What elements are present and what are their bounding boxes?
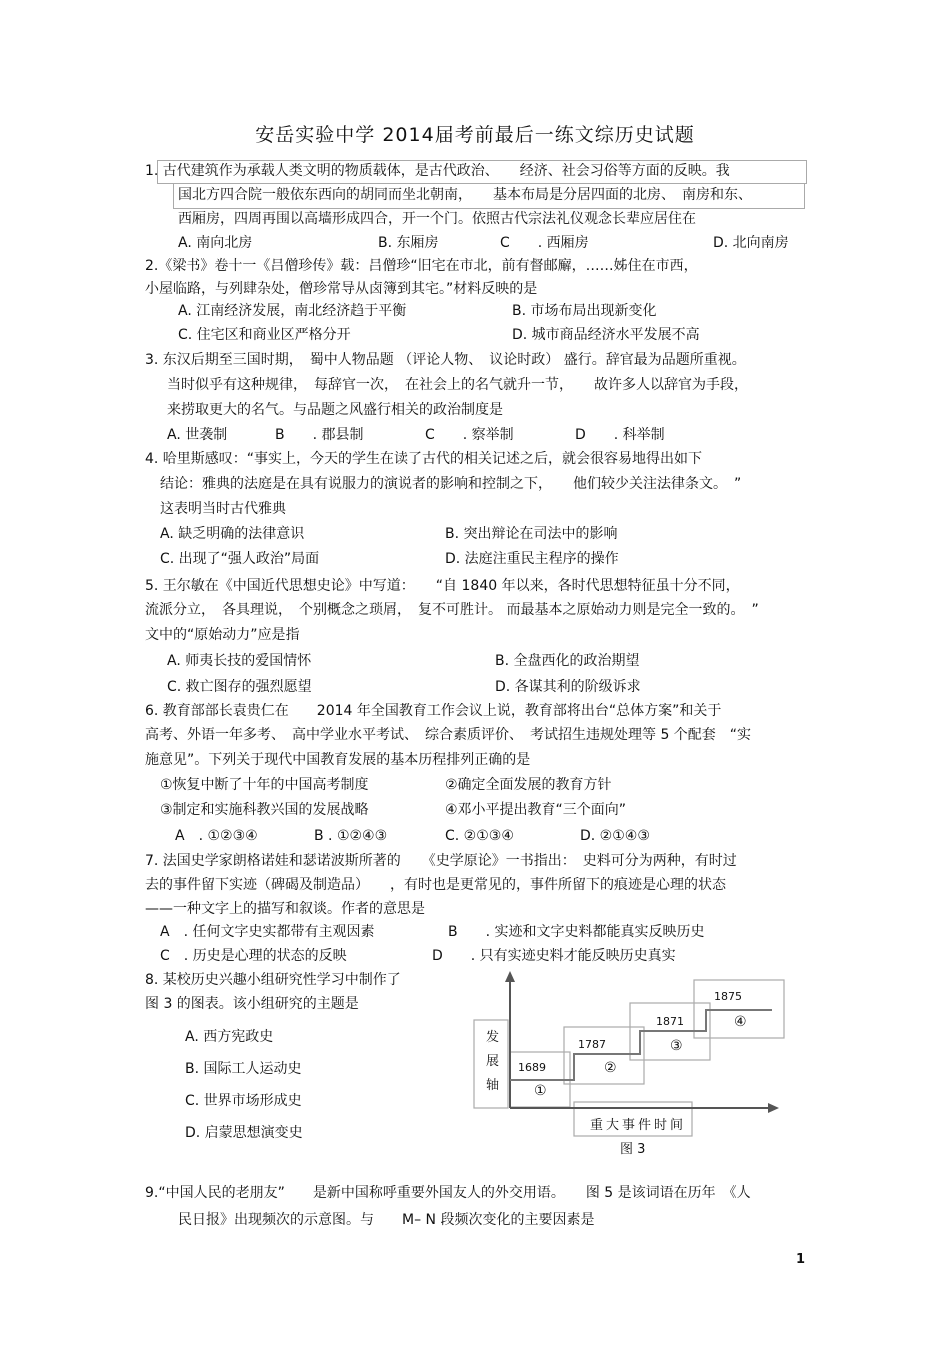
- q2-stem-line1: 2.《梁书》卷十一《吕僧珍传》载：吕僧珍“旧宅在市北，前有督邮廨，……姊住在市西，: [145, 258, 698, 274]
- q6-stem-line2: 高考、外语一年多考、 高中学业水平考试、 综合素质评价、 考试招生违规处理等 5 个配套 “实: [145, 727, 752, 743]
- fig-ylabel-3: 轴: [486, 1078, 500, 1093]
- q3-option-b: B . 郡县制: [275, 427, 364, 443]
- q5-option-c: C. 救亡图存的强烈愿望: [167, 679, 312, 695]
- q6-item-4: ④邓小平提出教育“三个面向”: [445, 802, 627, 818]
- y-axis-arrow: [505, 971, 515, 982]
- q7-stem-line3: ——一种文字上的描写和叙谈。作者的意思是: [145, 901, 425, 917]
- q1-option-a: A. 南向北房: [178, 235, 253, 251]
- fig-year-1689: 1689: [518, 1061, 546, 1074]
- q3-option-c: C . 察举制: [425, 427, 514, 443]
- q7-option-a: A . 任何文字史实都带有主观因素: [160, 924, 375, 940]
- q7-stem-line2: 去的事件留下实迹（碑碣及制造品） ，有时也是更常见的，事件所留下的痕迹是心理的状态: [145, 877, 726, 893]
- q6-item-2: ②确定全面发展的教育方针: [445, 777, 612, 793]
- fig-mark-1: ①: [534, 1083, 547, 1099]
- fig-mark-4: ④: [734, 1014, 747, 1030]
- q3-stem-line2: 当时似乎有这种规律， 每辞官一次， 在社会上的名气就升一节， 故许多人以辞官为手段，: [167, 377, 748, 393]
- page-number: 1: [796, 1252, 806, 1267]
- figure-3: [470, 968, 800, 1168]
- q6-option-d: D. ②①④③: [580, 828, 650, 844]
- q7-stem-line1: 7. 法国史学家朗格诺娃和瑟诺波斯所著的 《史学原论》一书指出： 史料可分为两种，有时过: [145, 853, 737, 869]
- q6-item-1: ①恢复中断了十年的中国高考制度: [160, 777, 369, 793]
- q4-option-b: B. 突出辩论在司法中的影响: [445, 526, 618, 542]
- q8-option-c: C. 世界市场形成史: [185, 1093, 302, 1109]
- q8-option-d: D. 启蒙思想演变史: [185, 1125, 303, 1141]
- q6-option-a: A . ①②③④: [175, 828, 258, 844]
- q3-option-d: D . 科举制: [575, 427, 665, 443]
- x-axis-arrow: [768, 1103, 779, 1113]
- q5-option-d: D. 各谋其利的阶级诉求: [495, 679, 641, 695]
- q1-stem-line1: 1. 古代建筑作为承载人类文明的物质载体，是古代政治、 经济、社会习俗等方面的反映。我: [145, 163, 730, 179]
- q9-stem-line1: 9.“中国人民的老朋友” 是新中国称呼重要外国友人的外交用语。 图 5 是该词语在历年 《人: [145, 1185, 751, 1201]
- fig-mark-3: ③: [670, 1038, 683, 1054]
- q1-option-d: D. 北向南房: [713, 235, 789, 251]
- fig-mark-2: ②: [604, 1060, 617, 1076]
- q6-option-b: B . ①②④③: [314, 828, 388, 844]
- fig-year-1871: 1871: [656, 1015, 684, 1028]
- fig-ylabel-1: 发: [486, 1030, 500, 1045]
- q5-option-b: B. 全盘西化的政治期望: [495, 653, 640, 669]
- q7-option-d: D . 只有实迹史料才能反映历史真实: [432, 948, 676, 964]
- q8-option-a: A. 西方宪政史: [185, 1029, 274, 1045]
- q2-option-d: D. 城市商品经济水平发展不高: [512, 327, 700, 343]
- q7-option-b: B . 实迹和文字史料都能真实反映历史: [448, 924, 705, 940]
- development-step-line: [510, 1010, 772, 1080]
- fig-year-1875: 1875: [714, 990, 742, 1003]
- q5-stem-line3: 文中的“原始动力”应是指: [145, 627, 300, 643]
- q4-option-a: A. 缺乏明确的法律意识: [160, 526, 305, 542]
- q4-stem-line3: 这表明当时古代雅典: [160, 501, 286, 517]
- q3-stem-line3: 来捞取更大的名气。与品题之风盛行相关的政治制度是: [167, 402, 503, 418]
- q1-option-c: C . 西厢房: [500, 235, 589, 251]
- q6-item-3: ③制定和实施科教兴国的发展战略: [160, 802, 369, 818]
- q6-stem-line3: 施意见”。下列关于现代中国教育发展的基本历程排列正确的是: [145, 752, 531, 768]
- q4-stem-line2: 结论：雅典的法庭是在具有说服力的演说者的影响和控制之下， 他们较少关注法律条文。 ”: [160, 476, 742, 492]
- q6-option-c: C. ②①③④: [445, 828, 514, 844]
- q1-stem-line3: 西厢房，四周再围以高墙形成四合，开一个门。依照古代宗法礼仪观念长辈应居住在: [178, 211, 696, 227]
- page-title: 安岳实验中学 2014届考前最后一练文综历史试题: [255, 124, 695, 146]
- q5-stem-line2: 流派分立， 各具理说， 个别概念之琐屑， 复不可胜计。 而最基本之原始动力则是完全一致的。 ”: [145, 602, 759, 618]
- q8-stem-line2: 图 3 的图表。该小组研究的主题是: [145, 996, 359, 1012]
- q4-option-c: C. 出现了“强人政治”局面: [160, 551, 320, 567]
- q1-stem-line2: 国北方四合院一般依东西向的胡同而坐北朝南， 基本布局是分居四面的北房、 南房和东、: [178, 187, 752, 203]
- q7-option-c: C . 历史是心理的状态的反映: [160, 948, 347, 964]
- q8-stem-line1: 8. 某校历史兴趣小组研究性学习中制作了: [145, 972, 401, 988]
- q1-option-b: B. 东厢房: [378, 235, 439, 251]
- q5-option-a: A. 师夷长技的爱国情怀: [167, 653, 312, 669]
- fig-xlabel: 重大事件时间: [590, 1118, 687, 1133]
- fig-caption: 图 3: [620, 1142, 646, 1157]
- fig-ylabel-2: 展: [486, 1054, 500, 1069]
- q4-option-d: D. 法庭注重民主程序的操作: [445, 551, 619, 567]
- q8-option-b: B. 国际工人运动史: [185, 1061, 302, 1077]
- q9-stem-line2: 民日报》出现频次的示意图。与 M– N 段频次变化的主要因素是: [178, 1212, 595, 1228]
- fig-year-1787: 1787: [578, 1038, 606, 1051]
- q2-option-b: B. 市场布局出现新变化: [512, 303, 657, 319]
- q3-stem-line1: 3. 东汉后期至三国时期， 蜀中人物品题 （评论人物、 议论时政） 盛行。辞官最为品题所重视。: [145, 352, 746, 368]
- q2-option-a: A. 江南经济发展，南北经济趋于平衡: [178, 303, 407, 319]
- q6-stem-line1: 6. 教育部部长袁贵仁在 2014 年全国教育工作会议上说，教育部将出台“总体方案”和关于: [145, 703, 722, 719]
- q4-stem-line1: 4. 哈里斯感叹：“事实上，今天的学生在读了古代的相关记述之后，就会很容易地得出如下: [145, 451, 703, 467]
- q2-option-c: C. 住宅区和商业区严格分开: [178, 327, 351, 343]
- q3-option-a: A. 世袭制: [167, 427, 228, 443]
- q5-stem-line1: 5. 王尔敏在《中国近代思想史论》中写道： “自 1840 年以来，各时代思想特征虽十分不同，: [145, 578, 740, 594]
- q2-stem-line2: 小屋临路，与列肆杂处，僧珍常导从卤簿到其宅。”材料反映的是: [145, 281, 538, 297]
